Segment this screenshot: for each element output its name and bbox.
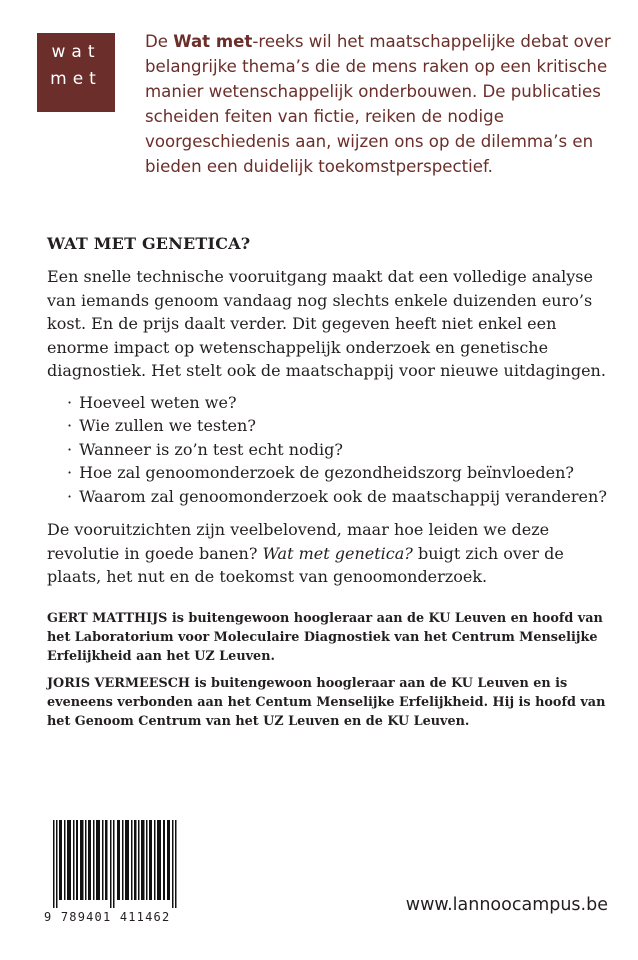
- intro-series-name: Wat met: [173, 32, 253, 51]
- author-bio-matthijs: GERT MATTHIJS is buitengewoon hoogleraar aan de KU Leuven en hoofd van het Laboratorium voor Moleculaire Diagnostiek van het Centrum Menselijke Erfelijkheid aan het UZ Leuven.: [47, 610, 603, 664]
- description-paragraph-1: Een snelle technische vooruitgang maakt dat een volledige analyse van iemands genoom vandaag nog slechts enkele duizenden euro’s kost. En de prijs daalt verder. Dit gegeven heeft niet enkel een enorme impact op wetenschappelijk onderzoek en genetische diagnostiek. Het stelt ook de maatschappij voor nieuwe uitdagingen.: [47, 267, 606, 380]
- question-item: · Hoe zal genoomonderzoek de gezondheidszorg beïnvloeden?: [67, 461, 607, 485]
- intro-text-after: -reeks wil het maatschappelijke debat over belangrijke thema’s die de mens raken op een kritische manier wetenschappelijk onderbouwen. De publicaties scheiden feiten van fictie, reiken de nodige voorgeschiedenis aan, wijzen ons op de dilemma’s en bieden een duidelijk toekomstperspectief.: [145, 32, 611, 176]
- intro-text-before: De: [145, 32, 174, 51]
- book-title-heading: WAT MET GENETICA?: [47, 234, 251, 253]
- question-item: · Wanneer is zo’n test echt nodig?: [67, 438, 607, 462]
- back-cover-body: [47, 234, 607, 731]
- paragraph2-title: Wat met genetica?: [262, 543, 413, 563]
- isbn-digits: 9 789401 411462: [44, 910, 171, 924]
- question-item: · Wie zullen we testen?: [67, 414, 607, 438]
- paragraph2-before: De vooruitzichten zijn veelbelovend, maar hoe leiden we deze revolutie in goede banen?: [47, 520, 550, 563]
- author-bio-vermeesch: JORIS VERMEESCH is buitengewoon hoogleraar aan de KU Leuven en is eveneens verbonden aan het Centum Menselijke Erfelijkheid. Hij is hoofd van het Genoom Centrum van het UZ Leuven en de KU Leuven.: [47, 675, 606, 729]
- publisher-website[interactable]: www.lannoocampus.be: [405, 895, 608, 915]
- paragraph2-after: buigt zich over de plaats, het nut en de toekomst van genoomonderzoek.: [47, 543, 564, 586]
- logo-line-1: wat: [51, 42, 101, 62]
- description-paragraph-2: [47, 518, 607, 589]
- question-item: · Hoeveel weten we?: [67, 391, 607, 415]
- series-intro: [145, 29, 615, 179]
- logo-line-2: met: [50, 69, 102, 89]
- question-list: [47, 391, 607, 509]
- question-item: · Waarom zal genoomonderzoek ook de maatschappij veranderen?: [67, 485, 607, 509]
- isbn-barcode: [50, 820, 182, 908]
- wat-met-logo: [37, 33, 115, 112]
